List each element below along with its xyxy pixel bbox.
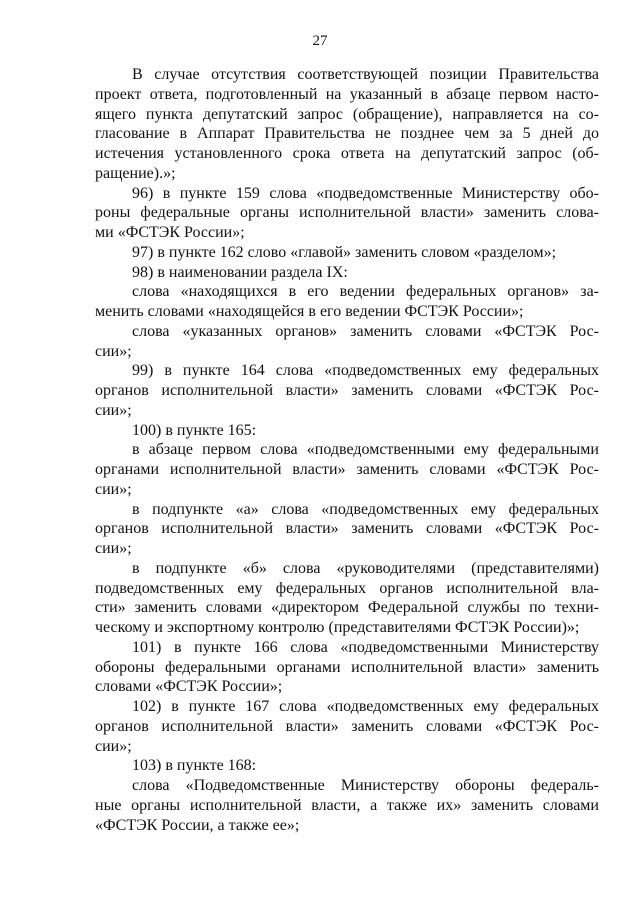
text-line: органов исполнительной власти» заменить словами «ФСТЭК Рос- <box>95 382 599 399</box>
text-line: 99) в пункте 164 слова «подведомственных ему федеральных <box>132 362 599 380</box>
text-line: 97) в пункте 162 слово «главой» заменить словом «разделом»; <box>132 243 557 261</box>
text-line: 98) в наименовании раздела IX: <box>132 263 348 281</box>
document-body <box>95 65 599 835</box>
text-line: сии»; <box>95 737 132 755</box>
text-line: роны федеральные органы исполнительной власти» заменить слова- <box>95 204 599 222</box>
text-line: словами «ФСТЭК России»; <box>95 678 283 696</box>
text-line: подведомственных ему федеральных органов исполнительной вла- <box>95 579 599 597</box>
text-line: ми «ФСТЭК России»; <box>95 224 245 241</box>
text-line: органов исполнительной власти» заменить словами «ФСТЭК Рос- <box>95 520 599 538</box>
text-line: менить словами «находящейся в его ведении ФСТЭК России»; <box>95 303 524 320</box>
text-line: слова «находящихся в его ведении федеральных органов» за- <box>132 283 599 301</box>
text-line: органами исполнительной власти» заменить словами «ФСТЭК Рос- <box>95 461 599 478</box>
text-line: органов исполнительной власти» заменить словами «ФСТЭК Рос- <box>95 717 599 735</box>
text-line: 101) в пункте 166 слова «подведомственными Министерству <box>132 638 599 656</box>
text-line: истечения установленного срока ответа на депутатский запрос (об- <box>95 145 599 162</box>
text-line: в подпункте «б» слова «руководителями (представителями) <box>132 559 599 577</box>
text-line: ращение).»; <box>95 164 176 182</box>
text-line: слова «указанных органов» заменить словами «ФСТЭК Рос- <box>132 322 599 340</box>
text-line: сии»; <box>95 401 132 419</box>
text-line: слова «Подведомственные Министерству обороны федераль- <box>132 777 599 794</box>
text-line: в абзаце первом слова «подведомственными ему федеральными <box>132 441 599 459</box>
text-line: 103) в пункте 168: <box>132 757 257 775</box>
text-line: В случае отсутствия соответствующей позиции Правительства <box>132 66 599 83</box>
text-line: в подпункте «а» слова «подведомственных ему федеральных <box>132 500 599 518</box>
page-number: 27 <box>312 33 328 49</box>
text-line: 102) в пункте 167 слова «подведомственных ему федеральных <box>132 698 599 715</box>
text-line: сти» заменить словами «директором Федеральной службы по техни- <box>95 599 599 617</box>
text-line: гласование в Аппарат Правительства не позднее чем за 5 дней до <box>95 125 599 143</box>
text-line: ящего пункта депутатский запрос (обращение), направляется на со- <box>95 105 599 123</box>
text-line: 100) в пункте 165: <box>132 421 257 439</box>
text-line: «ФСТЭК России, а также ее»; <box>95 816 300 834</box>
text-line: сии»; <box>95 540 132 557</box>
text-line: ные органы исполнительной власти, а также их» заменить словами <box>95 796 599 814</box>
text-line: сии»; <box>95 342 132 360</box>
text-line: 96) в пункте 159 слова «подведомственные Министерству обо- <box>132 184 599 202</box>
text-line: проект ответа, подготовленный на указанный в абзаце первом насто- <box>95 85 599 103</box>
text-line: обороны федеральными органами исполнительной власти» заменить <box>95 658 599 676</box>
text-line: сии»; <box>95 480 132 498</box>
text-line: ческому и экспортному контролю (представителями ФСТЭК России)»; <box>95 619 580 636</box>
